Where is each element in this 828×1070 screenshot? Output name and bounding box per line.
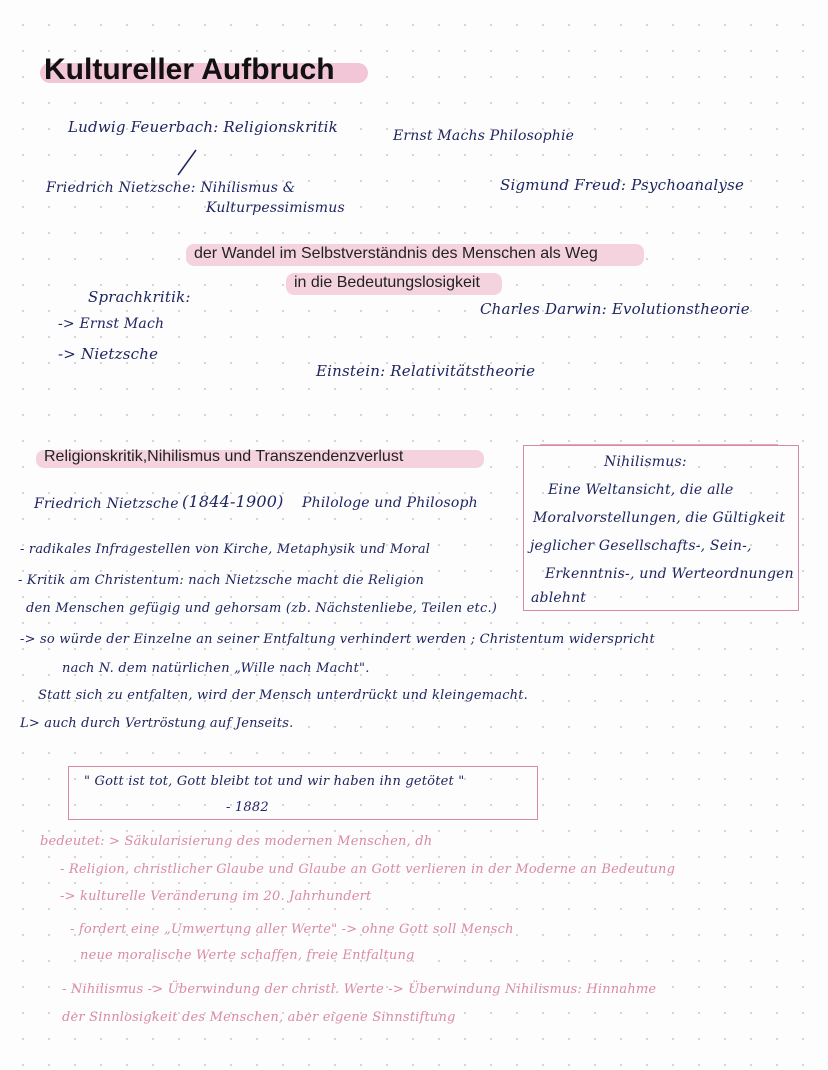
- nietzsche-note: Friedrich Nietzsche: Nihilismus &: [46, 180, 296, 196]
- quote-year: - 1882: [226, 800, 269, 815]
- darwin-note: Charles Darwin: Evolutionstheorie: [480, 300, 750, 318]
- nietzsche-line: den Menschen gefügig und gehorsam (zb. Nächstenliebe, Teilen etc.): [26, 601, 498, 616]
- nihilismus-box-line: Eine Weltansicht, die alle: [548, 482, 734, 498]
- nietzsche-name: Friedrich Nietzsche: [34, 496, 179, 512]
- page-title: Kultureller Aufbruch: [44, 53, 335, 86]
- meaning-line: bedeutet: > Säkularisierung des modernen Menschen, dh: [40, 834, 433, 849]
- mach-note: Ernst Machs Philosophie: [393, 128, 575, 144]
- wandel-line-1: der Wandel im Selbstverständnis des Menschen als Weg: [194, 245, 598, 262]
- nietzsche-years: (1844-1900): [182, 492, 284, 511]
- nihilismus-box-line: Moralvorstellungen, die Gültigkeit: [533, 510, 786, 526]
- section-heading-religionskritik: Religionskritik,Nihilismus und Transzendenzverlust: [44, 448, 404, 465]
- nihilismus-box-title: Nihilismus:: [604, 454, 687, 470]
- nietzsche-note-cont: Kulturpessimismus: [206, 200, 345, 216]
- sprachkritik-item-nietzsche: -> Nietzsche: [58, 345, 159, 363]
- meaning-line: neue moralische Werte schaffen, freie Entfaltung: [80, 948, 415, 963]
- nihilismus-box-line: Erkenntnis-, und Werteordnungen: [545, 566, 794, 582]
- quote-text: " Gott ist tot, Gott bleibt tot und wir haben ihn getötet ": [84, 774, 465, 789]
- nietzsche-role: Philologe und Philosoph: [302, 495, 478, 511]
- meaning-line: der Sinnlosigkeit des Menschen, aber eigene Sinnstiftung: [62, 1010, 456, 1025]
- feuerbach-nietzsche-connector: [178, 150, 196, 175]
- nietzsche-line: nach N. dem natürlichen „Wille nach Macht".: [62, 661, 370, 676]
- nietzsche-line: - Kritik am Christentum: nach Nietzsche macht die Religion: [18, 573, 425, 588]
- meaning-line: - Religion, christlicher Glaube und Glaube an Gott verlieren in der Moderne an Bedeutung: [60, 862, 676, 877]
- freud-note: Sigmund Freud: Psychoanalyse: [500, 176, 745, 194]
- nietzsche-line: L> auch durch Vertröstung auf Jenseits.: [20, 716, 294, 731]
- nietzsche-line: Statt sich zu entfalten, wird der Mensch unterdrückt und kleingemacht.: [38, 688, 529, 703]
- sprachkritik-item-mach: -> Ernst Mach: [58, 316, 165, 332]
- nihilismus-box-line: jeglicher Gesellschafts-, Sein-,: [530, 538, 752, 554]
- nihilismus-box-line: ablehnt: [531, 590, 587, 606]
- feuerbach-note: Ludwig Feuerbach: Religionskritik: [68, 118, 338, 136]
- sprachkritik-label: Sprachkritik:: [88, 288, 191, 306]
- meaning-line: - fordert eine „Umwertung aller Werte" -> ohne Gott soll Mensch: [70, 922, 514, 937]
- nietzsche-line: -> so würde der Einzelne an seiner Entfaltung verhindert werden ; Christentum widerspricht: [20, 632, 655, 647]
- meaning-line: - Nihilismus -> Überwindung der christl. Werte -> Überwindung Nihilismus: Hinnahme: [62, 982, 657, 997]
- wandel-line-2: in die Bedeutungslosigkeit: [294, 274, 480, 291]
- einstein-note: Einstein: Relativitätstheorie: [316, 362, 536, 380]
- nietzsche-line: - radikales Infragestellen von Kirche, Metaphysik und Moral: [20, 542, 431, 557]
- meaning-line: -> kulturelle Veränderung im 20. Jahrhundert: [60, 889, 372, 904]
